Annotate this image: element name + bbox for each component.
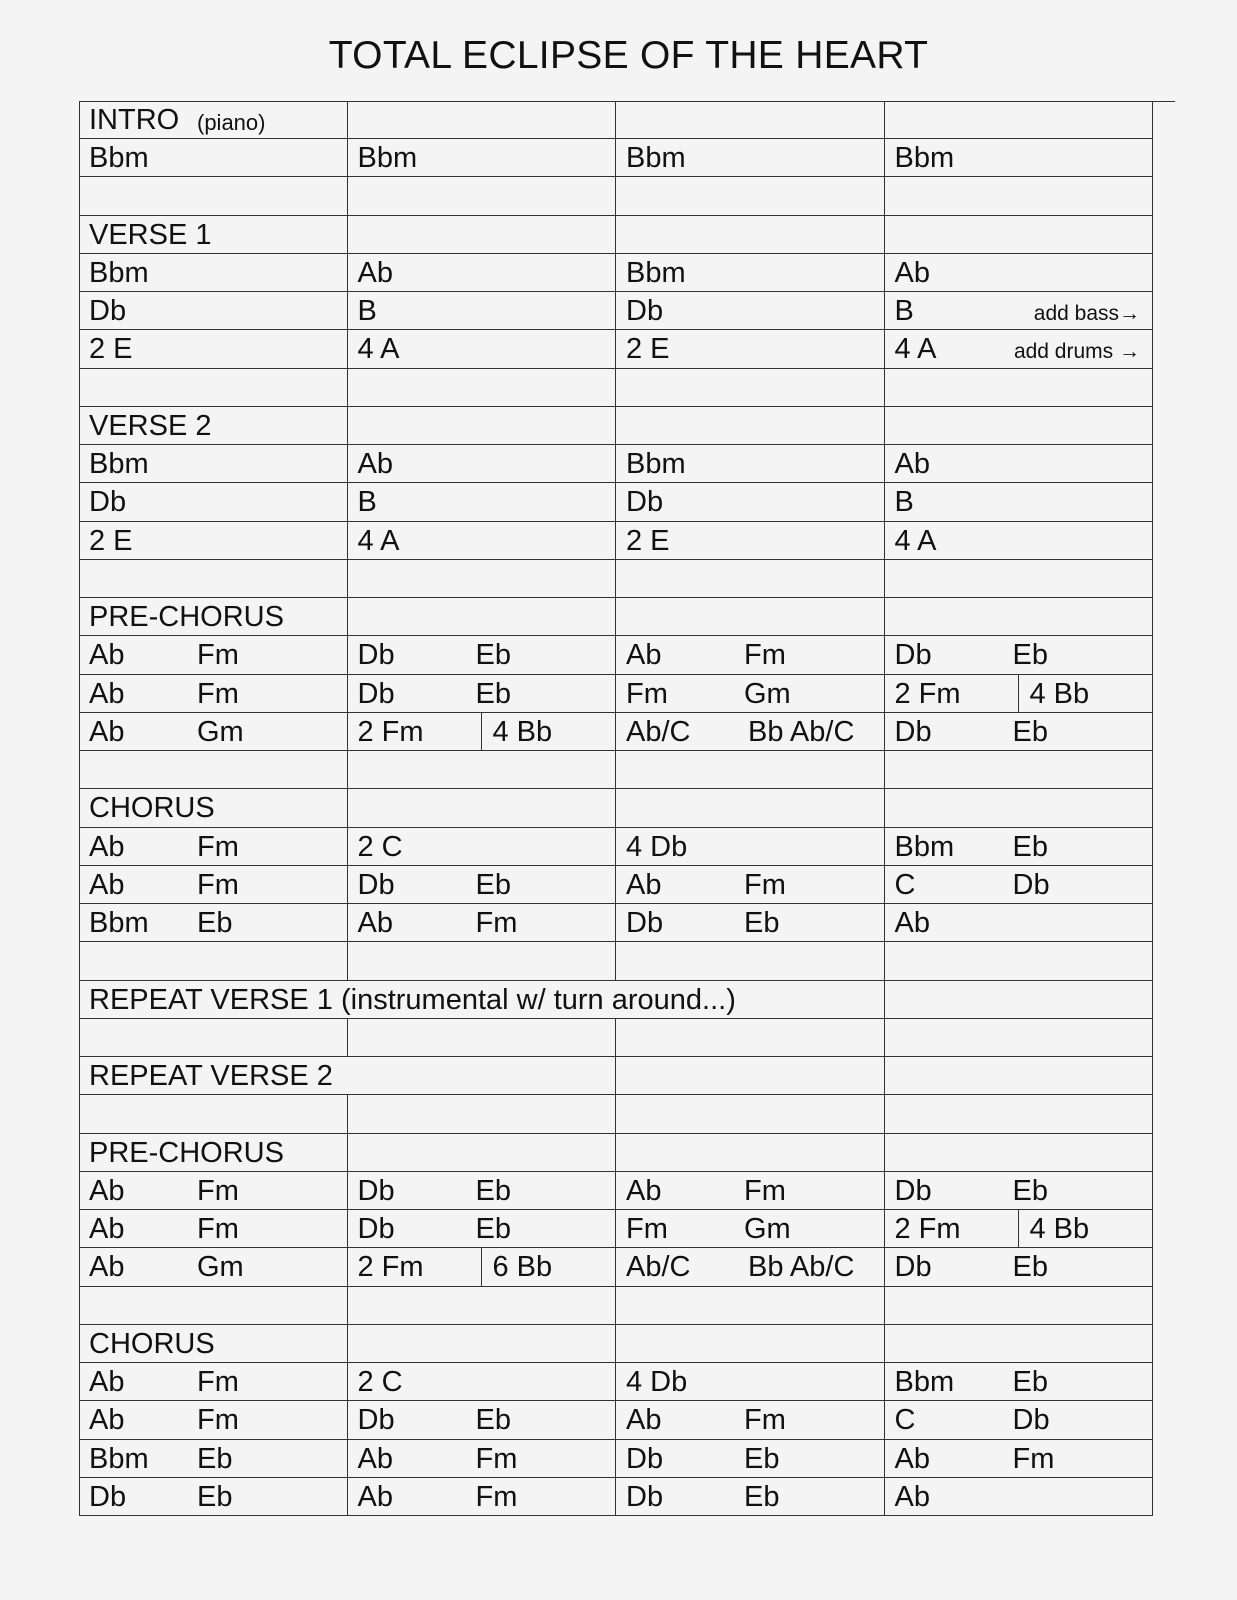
chord: Fm: [744, 868, 786, 901]
chord: 2 Fm: [894, 677, 961, 710]
chord-cell: [616, 483, 885, 521]
chord: Eb: [1012, 830, 1048, 863]
chord-cell: [616, 598, 885, 636]
chord: B: [357, 486, 377, 519]
chord: Eb: [1012, 1366, 1048, 1399]
chord: Ab: [89, 677, 125, 710]
chord: C: [894, 1404, 916, 1437]
chord: Fm: [197, 1366, 239, 1399]
chord-cell: [348, 1401, 617, 1439]
chord: Eb: [475, 639, 511, 672]
chord: 6 Bb: [492, 1251, 553, 1284]
chord-cell: [885, 789, 1154, 827]
chord: Bbm: [626, 448, 686, 481]
section-label: REPEAT VERSE 2: [89, 1060, 333, 1093]
chord-cell: [348, 1363, 617, 1401]
chord-cell: [885, 1095, 1154, 1133]
beat-divider: [1018, 1210, 1019, 1247]
chord-cell: [348, 1248, 617, 1286]
chord-cell: [79, 866, 348, 904]
chord: Ab: [894, 256, 930, 289]
chord-cell: [616, 1325, 885, 1363]
chord-cell: [348, 292, 617, 330]
chord-cell: [348, 254, 617, 292]
section-label: PRE-CHORUS: [89, 1136, 284, 1169]
chord-cell: [79, 713, 348, 751]
chord: Gm: [744, 677, 791, 710]
chord: Db: [894, 1251, 932, 1284]
chord-cell: [79, 139, 348, 177]
chord-cell: [348, 713, 617, 751]
chord: Ab: [894, 1480, 930, 1513]
chord-cell: [348, 751, 617, 789]
chord-cell: [348, 904, 617, 942]
chord-cell: [616, 216, 885, 254]
chord: Db: [1012, 868, 1050, 901]
chord-cell: [885, 1019, 1154, 1057]
chord: Fm: [197, 1174, 239, 1207]
chord-cell: [79, 560, 348, 598]
chord: Db: [626, 907, 664, 940]
chord: Ab: [357, 448, 393, 481]
chord-cell: [885, 445, 1154, 483]
chord: Db: [894, 1174, 932, 1207]
chord-cell: [616, 1287, 885, 1325]
chord: Fm: [197, 1404, 239, 1437]
chord-cell: [885, 675, 1154, 713]
chord: 4 A: [357, 524, 400, 557]
chord: 2 E: [626, 524, 670, 557]
chord-cell: [616, 139, 885, 177]
section-label: INTRO: [89, 104, 180, 136]
chord: Db: [357, 868, 395, 901]
chord: Fm: [197, 1213, 239, 1246]
chord-cell: [616, 407, 885, 445]
chord-cell: [885, 407, 1154, 445]
chord: Fm: [197, 677, 239, 710]
section-label: CHORUS: [89, 792, 215, 825]
chord: Bbm: [626, 142, 686, 175]
chord: Db: [89, 486, 127, 519]
chord: Ab: [894, 448, 930, 481]
chord-cell: [348, 445, 617, 483]
chord: Fm: [626, 677, 668, 710]
chord: Ab: [626, 868, 662, 901]
chord: Ab: [89, 1366, 125, 1399]
chord-cell: [348, 1172, 617, 1210]
chord-cell: [616, 292, 885, 330]
chord: Bbm: [89, 907, 149, 940]
chord-cell: [885, 866, 1154, 904]
chord: Fm: [475, 1480, 518, 1513]
chord: Db: [626, 1442, 664, 1475]
chord-cell: [79, 636, 348, 674]
chord: 2 Fm: [357, 715, 424, 748]
chord-cell: [885, 139, 1154, 177]
chord-cell: [348, 1210, 617, 1248]
chord: Bb Ab/C: [748, 715, 855, 748]
chord-cell: [885, 101, 1154, 139]
section-header-cell: [79, 1057, 616, 1095]
chord-cell: [348, 101, 617, 139]
chord: Ab: [626, 1404, 662, 1437]
chord: Eb: [475, 677, 511, 710]
chord-cell: [616, 866, 885, 904]
section-header-cell: [79, 789, 348, 827]
chord-cell: [616, 177, 885, 215]
chord: Db: [626, 1480, 664, 1513]
chord: Ab: [626, 639, 662, 672]
chord-cell: [885, 483, 1154, 521]
chord: Db: [894, 639, 932, 672]
chord: Eb: [197, 1442, 233, 1475]
chord: B: [894, 295, 914, 328]
chord-cell: [348, 330, 617, 368]
chord: 4 Db: [626, 1366, 688, 1399]
chord: Db: [894, 715, 932, 748]
chord: Ab: [89, 715, 125, 748]
chord: Bbm: [89, 142, 149, 175]
chord-cell: [616, 1363, 885, 1401]
arrangement-note: add drums →: [1013, 340, 1140, 364]
chord: Bbm: [894, 830, 955, 863]
chord: Ab/C: [626, 1251, 691, 1284]
chord: Fm: [197, 868, 239, 901]
chord-cell: [348, 1095, 617, 1133]
chord-cell: [348, 866, 617, 904]
chord-cell: [79, 1401, 348, 1439]
chord: Eb: [744, 907, 780, 940]
section-header-cell: [79, 1325, 348, 1363]
chord-cell: [79, 828, 348, 866]
chord-cell: [79, 1210, 348, 1248]
section-header-cell: [79, 598, 348, 636]
chord: Fm: [744, 1174, 786, 1207]
chord-cell: [79, 369, 348, 407]
chord: Db: [626, 486, 664, 519]
chord-cell: [79, 904, 348, 942]
chord-cell: [616, 751, 885, 789]
chord-cell: [79, 1172, 348, 1210]
beat-divider: [481, 713, 482, 750]
chord: 4 A: [357, 333, 400, 366]
chord-cell: [616, 675, 885, 713]
section-header-cell: [79, 407, 348, 445]
chord-cell: [885, 254, 1154, 292]
chord: Bbm: [626, 256, 686, 289]
chord-cell: [616, 522, 885, 560]
chord-cell: [348, 1478, 617, 1516]
chord: 2 C: [357, 830, 403, 863]
chord: Bbm: [357, 142, 418, 175]
chord: Db: [89, 1480, 127, 1513]
beat-divider: [481, 1248, 482, 1285]
chord-cell: [885, 560, 1154, 598]
chord-cell: [348, 828, 617, 866]
chord: Ab: [89, 830, 125, 863]
chord-cell: [885, 751, 1154, 789]
chord-cell: [616, 904, 885, 942]
chord-cell: [616, 1210, 885, 1248]
chord: Eb: [1012, 715, 1048, 748]
chord: Ab: [89, 1174, 125, 1207]
chord: Eb: [475, 1174, 511, 1207]
chord-cell: [885, 330, 1154, 368]
chord-cell: [616, 1134, 885, 1172]
chord-cell: [348, 216, 617, 254]
chord: Fm: [744, 1404, 786, 1437]
chord: Gm: [197, 1251, 244, 1284]
chord: 4 Bb: [1029, 677, 1090, 710]
chord: Ab: [89, 1251, 125, 1284]
chord-cell: [348, 483, 617, 521]
chord: Ab: [89, 639, 125, 672]
chord-cell: [885, 177, 1154, 215]
chord: Ab: [626, 1174, 662, 1207]
chord: Fm: [1012, 1442, 1055, 1475]
chord-cell: [885, 1478, 1154, 1516]
chord-cell: [348, 522, 617, 560]
chord: Ab: [894, 1442, 930, 1475]
chord: Eb: [744, 1480, 780, 1513]
chord: Fm: [744, 639, 786, 672]
chord-cell: [79, 254, 348, 292]
chord-cell: [885, 598, 1154, 636]
chord: Eb: [744, 1442, 780, 1475]
arrangement-note: add bass→: [1033, 302, 1140, 326]
chord: Ab: [89, 1213, 125, 1246]
chord-cell: [616, 369, 885, 407]
chord: Ab: [357, 256, 393, 289]
section-header-cell: [79, 1134, 348, 1172]
chord-cell: [79, 942, 348, 980]
chord: Bbm: [89, 448, 149, 481]
chord-cell: [616, 1440, 885, 1478]
chord: Bb Ab/C: [748, 1251, 855, 1284]
chord-cell: [616, 1478, 885, 1516]
chord-cell: [79, 292, 348, 330]
chord-cell: [79, 177, 348, 215]
chord-cell: [885, 522, 1154, 560]
chord-cell: [885, 1325, 1154, 1363]
chord: Bbm: [89, 256, 149, 289]
chord-grid: [79, 101, 1175, 1516]
chord-cell: [348, 789, 617, 827]
chord: Ab: [89, 868, 125, 901]
chord: 2 Fm: [357, 1251, 424, 1284]
chord: Db: [626, 295, 664, 328]
chord-cell: [79, 522, 348, 560]
chord: Fm: [475, 1442, 518, 1475]
chord-cell: [348, 369, 617, 407]
chord-cell: [79, 675, 348, 713]
chord: 4 Db: [626, 830, 688, 863]
chord: Bbm: [89, 1442, 149, 1475]
chord: Eb: [1012, 639, 1048, 672]
chord-cell: [885, 1287, 1154, 1325]
chord-cell: [79, 483, 348, 521]
chord-cell: [885, 636, 1154, 674]
chord: Db: [89, 295, 127, 328]
section-label: VERSE 1: [89, 218, 212, 251]
chord-cell: [616, 254, 885, 292]
chord: 2 E: [626, 333, 670, 366]
chord-cell: [616, 713, 885, 751]
chord-cell: [885, 1363, 1154, 1401]
chord: Gm: [744, 1213, 791, 1246]
chord-cell: [616, 101, 885, 139]
page-title: TOTAL ECLIPSE OF THE HEART: [328, 34, 929, 77]
chord-cell: [79, 1095, 348, 1133]
section-header-cell: [79, 216, 348, 254]
chord: 2 E: [89, 524, 133, 557]
chord-cell: [348, 1440, 617, 1478]
chord: 4 A: [894, 333, 937, 366]
chord: 4 A: [894, 524, 937, 557]
section-label: PRE-CHORUS: [89, 601, 284, 634]
chord-cell: [79, 1287, 348, 1325]
chord: Eb: [1012, 1251, 1048, 1284]
chord-cell: [348, 1019, 617, 1057]
chord: Eb: [1012, 1174, 1048, 1207]
chord: Ab: [357, 1480, 393, 1513]
section-header-cell: [79, 981, 885, 1019]
chord-cell: [79, 1363, 348, 1401]
chord-cell: [885, 1401, 1154, 1439]
chord-cell: [885, 292, 1154, 330]
chord-cell: [348, 560, 617, 598]
chord: Bbm: [894, 142, 955, 175]
chord-cell: [616, 1019, 885, 1057]
chord-cell: [885, 904, 1154, 942]
chord-cell: [348, 407, 617, 445]
chord-cell: [348, 1325, 617, 1363]
chord: 2 Fm: [894, 1213, 961, 1246]
chord-cell: [616, 828, 885, 866]
chord: Ab: [357, 1442, 393, 1475]
chord: Db: [357, 677, 395, 710]
chord: Eb: [197, 907, 233, 940]
chord: 4 Bb: [492, 715, 553, 748]
chord-cell: [348, 598, 617, 636]
chord-cell: [616, 636, 885, 674]
chord-cell: [348, 1134, 617, 1172]
chord-cell: [616, 330, 885, 368]
chord-cell: [616, 1401, 885, 1439]
instrument-note: (piano): [197, 110, 266, 135]
chord: Fm: [626, 1213, 668, 1246]
chord-cell: [348, 675, 617, 713]
chord: Db: [357, 1174, 395, 1207]
chord-cell: [885, 1057, 1154, 1095]
chord-cell: [616, 942, 885, 980]
chord-cell: [616, 1248, 885, 1286]
chord-cell: [616, 1095, 885, 1133]
chord: Eb: [197, 1480, 233, 1513]
chord-cell: [348, 177, 617, 215]
chord-cell: [79, 1478, 348, 1516]
chord-cell: [616, 1057, 885, 1095]
chord-cell: [348, 1287, 617, 1325]
chord-cell: [885, 369, 1154, 407]
chord-cell: [616, 560, 885, 598]
chord: Ab: [89, 1404, 125, 1437]
chord: Ab: [357, 907, 393, 940]
chord: C: [894, 868, 916, 901]
chord-cell: [79, 445, 348, 483]
chord-cell: [348, 942, 617, 980]
chord-cell: [616, 445, 885, 483]
chord: 2 C: [357, 1366, 403, 1399]
chord-cell: [885, 1440, 1154, 1478]
chord: B: [357, 295, 377, 328]
chord-cell: [885, 1134, 1154, 1172]
chord-cell: [616, 789, 885, 827]
chord: 2 E: [89, 333, 133, 366]
chord: Eb: [475, 868, 511, 901]
chord-cell: [79, 1248, 348, 1286]
chord: Gm: [197, 715, 244, 748]
chord-cell: [885, 1172, 1154, 1210]
chord-cell: [348, 139, 617, 177]
chord-cell: [885, 828, 1154, 866]
chord: 4 Bb: [1029, 1213, 1090, 1246]
chord-cell: [79, 330, 348, 368]
chord-cell: [885, 1248, 1154, 1286]
section-label: VERSE 2: [89, 409, 212, 442]
beat-divider: [1018, 675, 1019, 712]
chord-cell: [885, 713, 1154, 751]
chord: Fm: [475, 907, 518, 940]
chord: Ab/C: [626, 715, 691, 748]
chord: Db: [357, 1404, 395, 1437]
chord: Db: [357, 1213, 395, 1246]
chord-cell: [885, 1210, 1154, 1248]
section-header-cell: [79, 101, 348, 139]
chord: Bbm: [894, 1366, 955, 1399]
chord: B: [894, 486, 914, 519]
chord: Fm: [197, 830, 239, 863]
chord-cell: [885, 942, 1154, 980]
chord: Eb: [475, 1213, 511, 1246]
chord: Db: [357, 639, 395, 672]
section-label: CHORUS: [89, 1327, 215, 1360]
chord-cell: [348, 636, 617, 674]
chord-cell: [79, 751, 348, 789]
chord: Fm: [197, 639, 239, 672]
chord: Ab: [894, 907, 930, 940]
chord-cell: [885, 981, 1154, 1019]
chord: Db: [1012, 1404, 1050, 1437]
section-label: REPEAT VERSE 1 (instrumental w/ turn around...): [89, 983, 736, 1016]
chord: Eb: [475, 1404, 511, 1437]
chord-cell: [79, 1019, 348, 1057]
chord-cell: [79, 1440, 348, 1478]
chord-cell: [616, 1172, 885, 1210]
chord-cell: [885, 216, 1154, 254]
